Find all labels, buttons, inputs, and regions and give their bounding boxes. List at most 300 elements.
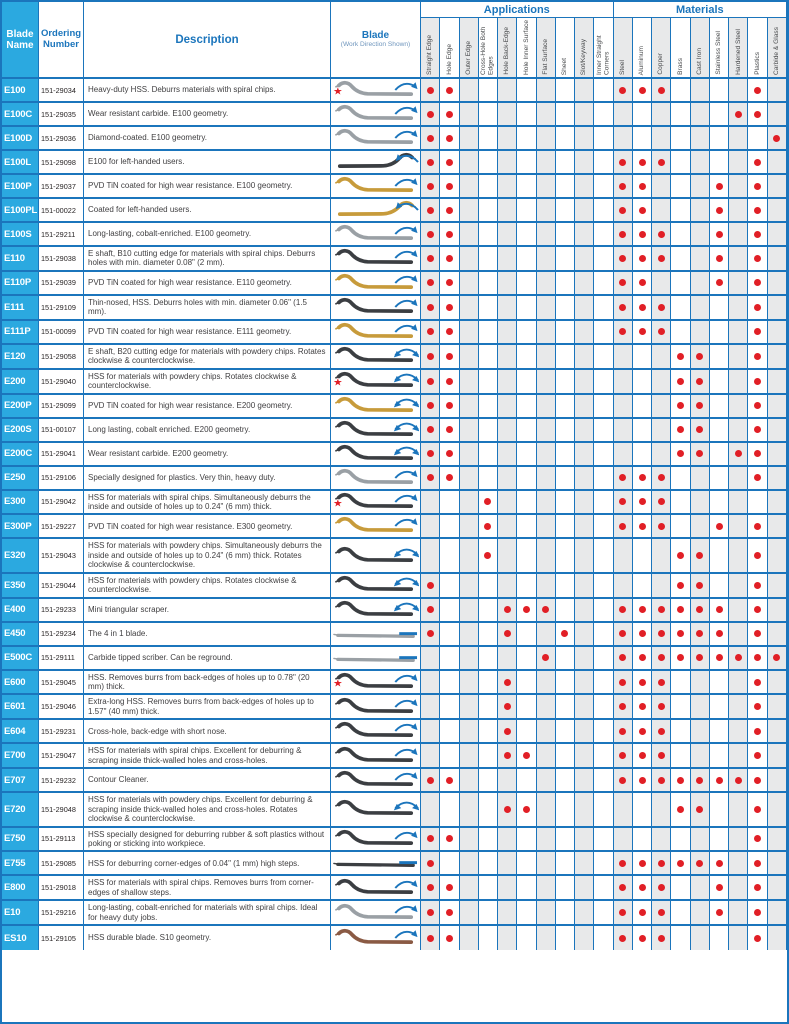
applicability-dot <box>754 752 761 759</box>
material-dot-cell <box>614 395 633 417</box>
application-dot-cell <box>517 272 536 294</box>
material-dot-cell <box>671 599 690 621</box>
blade-image <box>332 745 419 767</box>
description-cell: HSS for materials with powdery chips. Excellent for deburring & scraping inside thick-walled holes and cross-holes. Rotates clockwise & counterclockwise. <box>84 793 331 825</box>
application-dot-cell <box>517 370 536 393</box>
application-column-header <box>479 18 498 77</box>
ordering-number-cell: 151-29106 <box>39 467 84 489</box>
material-dot-cell <box>748 175 767 197</box>
material-dot-cell <box>729 175 748 197</box>
material-dot-cell <box>691 395 710 417</box>
material-dot-cell <box>748 199 767 221</box>
material-dot-cell <box>633 671 652 694</box>
applicability-dot <box>716 909 723 916</box>
applicability-dot <box>754 935 761 942</box>
material-dot-cell <box>652 574 671 597</box>
application-dot-cell <box>479 296 498 319</box>
applicability-dot <box>754 630 761 637</box>
ordering-number-cell: 151-29046 <box>39 695 84 718</box>
material-dot-cell <box>729 419 748 441</box>
applicability-dot <box>639 703 646 710</box>
header-group-materials: Materials <box>614 2 787 18</box>
application-dot-cell <box>594 623 613 645</box>
material-column-header <box>614 18 633 77</box>
applicability-dot <box>484 498 491 505</box>
application-dot-cell <box>556 491 575 514</box>
applicability-dot <box>658 328 665 335</box>
material-dot-cell <box>652 744 671 767</box>
application-dot-cell <box>575 247 594 270</box>
applicability-dot <box>639 523 646 530</box>
application-dot-cell <box>594 539 613 571</box>
blade-name-cell: ES10 <box>2 926 39 950</box>
blade-image <box>332 79 419 101</box>
application-dot-cell <box>460 876 479 899</box>
table-row <box>2 151 787 175</box>
applicability-dot <box>619 752 626 759</box>
material-dot-cell <box>633 419 652 441</box>
material-dot-cell <box>671 647 690 669</box>
material-dot-cell <box>691 151 710 173</box>
material-dot-cell <box>768 296 787 319</box>
application-dot-cell <box>479 321 498 343</box>
description-cell: Thin-nosed, HSS. Deburrs holes with min. diameter 0.06" (1.5 mm). <box>84 296 331 319</box>
applicability-dot <box>735 111 742 118</box>
material-dot-cell <box>729 272 748 294</box>
applicability-dot <box>427 474 434 481</box>
applicability-dot <box>773 654 780 661</box>
applicability-dot <box>619 703 626 710</box>
applicability-dot <box>716 884 723 891</box>
applicability-dot <box>754 654 761 661</box>
applicability-dot <box>735 654 742 661</box>
blade-shape <box>336 495 411 506</box>
application-dot-cell <box>479 103 498 125</box>
application-dot-cell <box>421 103 440 125</box>
material-dot-cell <box>748 151 767 173</box>
blade-image-cell <box>331 199 421 221</box>
material-dot-cell <box>729 671 748 694</box>
material-dot-cell <box>671 175 690 197</box>
blade-image <box>332 852 419 874</box>
rotation-arrow-icon <box>395 178 417 186</box>
applicability-dot <box>677 552 684 559</box>
material-dot-cell <box>768 671 787 694</box>
application-dot-cell <box>537 695 556 718</box>
rotation-arrow-icon <box>395 251 417 259</box>
material-column-header <box>768 18 787 77</box>
application-dot-cell <box>421 876 440 899</box>
application-dot-cell <box>421 901 440 924</box>
application-dot-cell <box>575 321 594 343</box>
applicability-dot <box>619 909 626 916</box>
application-dot-cell <box>440 467 459 489</box>
applicability-dot <box>639 679 646 686</box>
material-dot-cell <box>633 793 652 825</box>
table-row <box>2 876 787 901</box>
applicability-dot <box>619 654 626 661</box>
application-dot-cell <box>421 345 440 368</box>
material-dot-cell <box>710 79 729 101</box>
material-dot-cell <box>691 769 710 791</box>
description-cell: E shaft, B20 cutting edge for materials with powdery chips. Rotates clockwise & counterclockwise. <box>84 345 331 368</box>
material-dot-cell <box>710 296 729 319</box>
table-row <box>2 443 787 467</box>
table-row <box>2 370 787 395</box>
material-dot-cell <box>768 443 787 465</box>
blade-image-cell <box>331 671 421 694</box>
material-dot-cell <box>614 647 633 669</box>
material-dot-cell <box>652 720 671 742</box>
application-dot-cell <box>421 623 440 645</box>
application-dot-cell <box>517 852 536 874</box>
application-dot-cell <box>440 769 459 791</box>
application-dot-cell <box>575 876 594 899</box>
application-dot-cell <box>460 623 479 645</box>
material-dot-cell <box>710 272 729 294</box>
blade-shape <box>336 179 411 190</box>
ordering-number-cell: 151-29044 <box>39 574 84 597</box>
applicability-dot <box>754 207 761 214</box>
application-dot-cell <box>556 127 575 149</box>
applicability-dot <box>735 450 742 457</box>
material-dot-cell <box>633 199 652 221</box>
applicability-dot <box>446 328 453 335</box>
applicability-dot <box>658 703 665 710</box>
material-dot-cell <box>691 744 710 767</box>
application-dot-cell <box>556 828 575 851</box>
material-dot-cell <box>691 199 710 221</box>
applicability-dot <box>484 523 491 530</box>
application-dot-cell <box>537 852 556 874</box>
material-dot-cell <box>652 539 671 571</box>
description-cell: Long lasting, cobalt enriched. E200 geometry. <box>84 419 331 441</box>
applicability-dot <box>696 806 703 813</box>
material-dot-cell <box>691 574 710 597</box>
description-cell: HSS durable blade. S10 geometry. <box>84 926 331 950</box>
applicability-dot <box>658 752 665 759</box>
blade-image <box>332 467 419 489</box>
blade-image <box>332 247 419 269</box>
applicability-dot <box>619 630 626 637</box>
ordering-number-cell: 151-29038 <box>39 247 84 270</box>
application-dot-cell <box>498 443 517 465</box>
application-dot-cell <box>575 370 594 393</box>
application-dot-cell <box>517 599 536 621</box>
applicability-dot <box>427 328 434 335</box>
rotation-arrow-icon <box>395 300 417 308</box>
application-dot-cell <box>421 793 440 825</box>
material-dot-cell <box>614 321 633 343</box>
material-dot-cell <box>710 720 729 742</box>
table-row <box>2 828 787 853</box>
material-dot-cell <box>691 370 710 393</box>
application-dot-cell <box>594 79 613 101</box>
material-dot-cell <box>652 272 671 294</box>
material-dot-cell <box>768 852 787 874</box>
application-dot-cell <box>421 828 440 851</box>
table-header <box>2 2 787 79</box>
material-dot-cell <box>633 127 652 149</box>
application-dot-cell <box>498 623 517 645</box>
application-dot-cell <box>537 623 556 645</box>
blade-image-cell <box>331 623 421 645</box>
material-column-header <box>710 18 729 77</box>
description-cell: Long-lasting, cobalt-enriched for materials with spiral chips. Ideal for heavy duty jobs. <box>84 901 331 924</box>
column-label: Aluminum <box>638 45 646 75</box>
application-dot-cell <box>575 769 594 791</box>
application-dot-cell <box>594 345 613 368</box>
application-dot-cell <box>479 175 498 197</box>
applicability-dot <box>427 378 434 385</box>
blade-shape <box>336 931 411 942</box>
applicability-dot <box>639 87 646 94</box>
material-dot-cell <box>633 345 652 368</box>
description-cell: Mini triangular scraper. <box>84 599 331 621</box>
material-dot-cell <box>768 321 787 343</box>
table-row <box>2 901 787 926</box>
material-dot-cell <box>652 671 671 694</box>
application-dot-cell <box>517 345 536 368</box>
material-dot-cell <box>671 79 690 101</box>
material-dot-cell <box>614 272 633 294</box>
material-dot-cell <box>748 103 767 125</box>
applicability-dot <box>446 231 453 238</box>
material-dot-cell <box>748 79 767 101</box>
application-dot-cell <box>498 370 517 393</box>
application-dot-cell <box>440 647 459 669</box>
application-dot-cell <box>421 296 440 319</box>
material-dot-cell <box>768 419 787 441</box>
applicability-dot <box>446 777 453 784</box>
applicability-dot <box>639 860 646 867</box>
applicability-dot <box>754 279 761 286</box>
header-blade-image <box>331 2 421 77</box>
application-dot-cell <box>556 247 575 270</box>
application-dot-cell <box>556 876 575 899</box>
material-dot-cell <box>768 926 787 950</box>
material-dot-cell <box>633 769 652 791</box>
application-dot-cell <box>498 395 517 417</box>
applicability-dot <box>427 304 434 311</box>
applicability-dot <box>504 752 511 759</box>
application-dot-cell <box>517 127 536 149</box>
material-dot-cell <box>748 539 767 571</box>
application-dot-cell <box>556 901 575 924</box>
material-dot-cell <box>768 720 787 742</box>
material-dot-cell <box>652 515 671 537</box>
application-dot-cell <box>537 599 556 621</box>
material-dot-cell <box>671 926 690 950</box>
applicability-dot <box>619 679 626 686</box>
applicability-dot <box>658 159 665 166</box>
application-dot-cell <box>594 370 613 393</box>
material-dot-cell <box>710 395 729 417</box>
application-dot-cell <box>575 419 594 441</box>
application-dot-cell <box>440 720 459 742</box>
blade-image <box>332 545 419 567</box>
material-dot-cell <box>691 852 710 874</box>
application-dot-cell <box>498 539 517 571</box>
material-dot-cell <box>652 345 671 368</box>
application-dot-cell <box>575 599 594 621</box>
applicability-dot <box>716 630 723 637</box>
application-column-header <box>460 18 479 77</box>
application-dot-cell <box>498 769 517 791</box>
applicability-dot <box>542 654 549 661</box>
application-dot-cell <box>460 79 479 101</box>
material-dot-cell <box>652 852 671 874</box>
material-dot-cell <box>671 491 690 514</box>
applicability-dot <box>658 255 665 262</box>
application-dot-cell <box>479 151 498 173</box>
blade-name-cell: E500C <box>2 647 39 669</box>
applicability-dot <box>754 304 761 311</box>
applicability-dot <box>716 523 723 530</box>
application-dot-cell <box>575 744 594 767</box>
material-dot-cell <box>691 901 710 924</box>
application-dot-cell <box>517 491 536 514</box>
applicability-dot <box>716 231 723 238</box>
material-dot-cell <box>710 345 729 368</box>
blade-image-cell <box>331 443 421 465</box>
applicability-dot <box>716 777 723 784</box>
header-blade-label: Blade <box>361 30 390 42</box>
applicability-dot <box>754 728 761 735</box>
material-dot-cell <box>633 599 652 621</box>
material-dot-cell <box>748 671 767 694</box>
application-dot-cell <box>460 443 479 465</box>
application-dot-cell <box>594 491 613 514</box>
applicability-dot <box>677 806 684 813</box>
applicability-dot <box>754 606 761 613</box>
application-dot-cell <box>537 151 556 173</box>
material-dot-cell <box>729 793 748 825</box>
blade-image <box>332 103 419 125</box>
material-dot-cell <box>691 272 710 294</box>
application-dot-cell <box>498 419 517 441</box>
application-dot-cell <box>594 671 613 694</box>
applicability-dot <box>523 806 530 813</box>
applicability-dot <box>619 498 626 505</box>
application-dot-cell <box>479 443 498 465</box>
material-dot-cell <box>710 370 729 393</box>
applicability-dot <box>619 207 626 214</box>
application-dot-cell <box>498 296 517 319</box>
applicability-dot <box>427 87 434 94</box>
application-dot-cell <box>440 623 459 645</box>
applicability-dot <box>446 474 453 481</box>
material-dot-cell <box>748 828 767 851</box>
description-cell: E shaft, B10 cutting edge for materials with spiral chips. Deburrs holes with min. diameter 0.08" (2 mm). <box>84 247 331 270</box>
material-dot-cell <box>691 175 710 197</box>
ordering-number-cell: 151-29018 <box>39 876 84 899</box>
material-dot-cell <box>748 127 767 149</box>
blade-image-cell <box>331 744 421 767</box>
blade-name-cell: E450 <box>2 623 39 645</box>
blade-shape <box>336 700 411 711</box>
table-row <box>2 720 787 744</box>
material-dot-cell <box>748 272 767 294</box>
applicability-dot <box>639 279 646 286</box>
description-cell: HSS for materials with spiral chips. Removes burrs from corner-edges of shallow steps. <box>84 876 331 899</box>
material-dot-cell <box>652 901 671 924</box>
application-dot-cell <box>517 695 536 718</box>
table-row <box>2 127 787 151</box>
table-row <box>2 467 787 491</box>
application-dot-cell <box>517 103 536 125</box>
applicability-dot <box>754 87 761 94</box>
applicability-dot <box>658 679 665 686</box>
application-dot-cell <box>440 370 459 393</box>
blade-image <box>332 395 419 417</box>
application-dot-cell <box>498 103 517 125</box>
application-dot-cell <box>421 769 440 791</box>
application-dot-cell <box>517 151 536 173</box>
applicability-dot <box>658 630 665 637</box>
applicability-dot <box>716 255 723 262</box>
material-dot-cell <box>691 419 710 441</box>
applicability-dot <box>658 304 665 311</box>
application-dot-cell <box>421 175 440 197</box>
application-dot-cell <box>575 272 594 294</box>
material-dot-cell <box>768 623 787 645</box>
application-dot-cell <box>594 199 613 221</box>
application-dot-cell <box>479 199 498 221</box>
material-dot-cell <box>729 744 748 767</box>
application-dot-cell <box>421 852 440 874</box>
material-dot-cell <box>748 695 767 718</box>
applicability-dot <box>446 378 453 385</box>
application-column-header <box>440 18 459 77</box>
application-dot-cell <box>479 852 498 874</box>
applicability-dot <box>754 183 761 190</box>
applicability-dot <box>446 87 453 94</box>
application-dot-cell <box>517 744 536 767</box>
application-dot-cell <box>479 515 498 537</box>
material-dot-cell <box>652 370 671 393</box>
material-dot-cell <box>710 623 729 645</box>
rotation-arrow-icon <box>395 724 417 732</box>
blade-name-cell: E250 <box>2 467 39 489</box>
material-dot-cell <box>633 647 652 669</box>
applicability-dot <box>639 909 646 916</box>
blade-image <box>332 151 419 173</box>
applicability-dot <box>639 606 646 613</box>
ordering-number-cell: 151-29211 <box>39 223 84 245</box>
material-dot-cell <box>710 321 729 343</box>
material-dot-cell <box>768 272 787 294</box>
application-dot-cell <box>440 443 459 465</box>
column-label: Slot/Keyway <box>580 38 588 75</box>
column-label: Copper <box>657 53 665 75</box>
blade-image-cell <box>331 419 421 441</box>
material-dot-cell <box>710 793 729 825</box>
application-dot-cell <box>594 695 613 718</box>
applicability-dot <box>446 402 453 409</box>
application-dot-cell <box>460 199 479 221</box>
blade-name-cell: E600 <box>2 671 39 694</box>
description-cell: PVD TiN coated for high wear resistance. E300 geometry. <box>84 515 331 537</box>
application-dot-cell <box>479 345 498 368</box>
material-dot-cell <box>671 623 690 645</box>
material-dot-cell <box>671 199 690 221</box>
application-dot-cell <box>460 419 479 441</box>
application-dot-cell <box>460 901 479 924</box>
application-dot-cell <box>594 515 613 537</box>
application-dot-cell <box>440 515 459 537</box>
blade-shape <box>336 300 411 311</box>
